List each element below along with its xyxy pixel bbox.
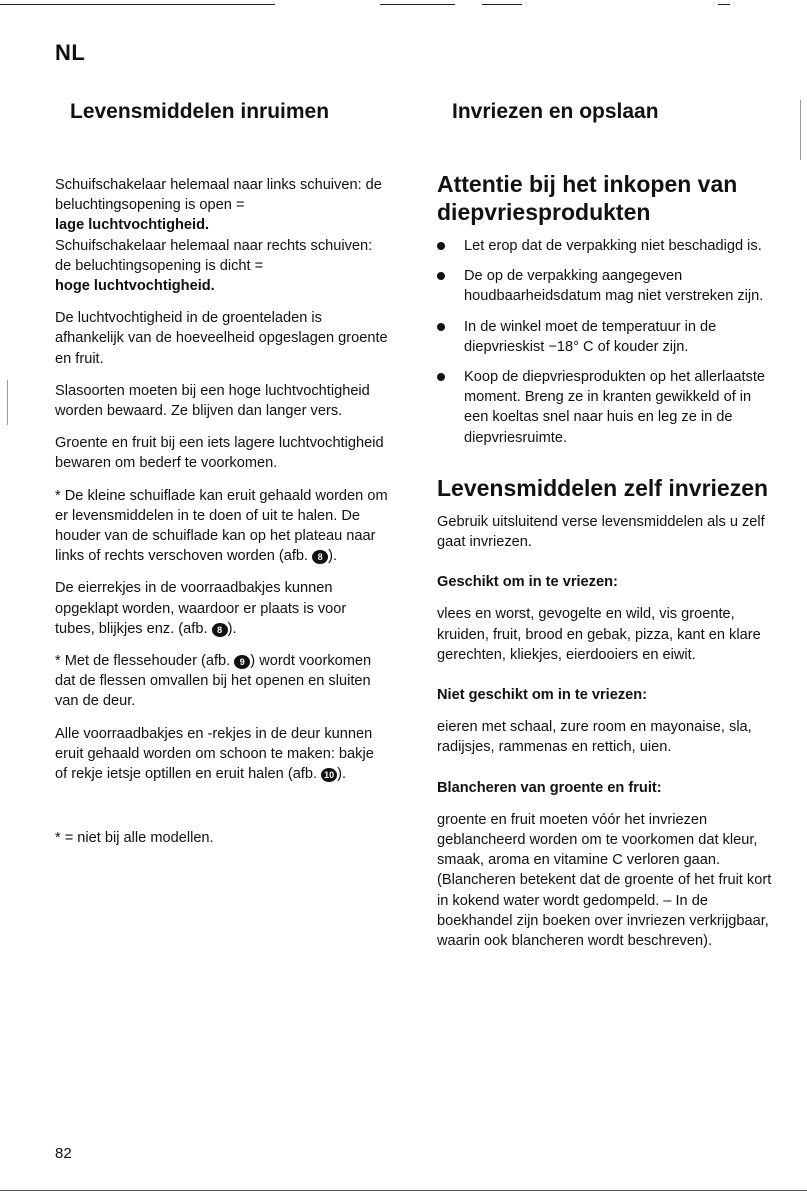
- paragraph-text: ).: [227, 620, 237, 637]
- paragraph: groente en fruit moeten vóór het invriezen geblancheerd worden om te voorkomen dat kleur, smaak, aroma en vitamine C verloren gaan.: [437, 811, 758, 869]
- emphasis-text: hoge luchtvochtigheid.: [55, 278, 215, 295]
- list-item-text: Let erop dat de verpakking niet beschadigd is.: [464, 238, 762, 254]
- right-column: [437, 170, 777, 951]
- figure-ref-badge: 10: [321, 768, 337, 782]
- paragraph-text: Schuifschakelaar helemaal naar rechts schuiven: de beluchtingsopening is dicht =: [55, 237, 373, 274]
- list-item-text: Koop de diepvriesprodukten op het allerlaatste moment. Breng ze in kranten gewikkeld of in een koeltas snel naar huis en leg ze in de diepvriesruimte.: [464, 369, 765, 446]
- footnote: * = niet bij alle modellen.: [55, 830, 214, 847]
- top-rule: [718, 4, 730, 5]
- paragraph: Slasoorten moeten bij een hoge luchtvochtigheid worden bewaard. Ze blijven dan langer vers.: [55, 382, 370, 420]
- paragraph: De luchtvochtigheid in de groenteladen is afhankelijk van de hoeveelheid opgeslagen groente en fruit.: [55, 310, 388, 367]
- paragraph: (Blancheren betekent dat de groente of het fruit kort in kokend water wordt gedompeld. – In de boekhandel zijn boeken over invriezen verkrijgbaar, waarin ook blancheren wordt beschreven).: [437, 872, 772, 950]
- paragraph-text: ).: [328, 548, 338, 565]
- paragraph: vlees en worst, gevogelte en wild, vis groente, kruiden, fruit, brood en gebak, pizza, kant en klare gerechten, kliekjes, eierdooiers en eiwit.: [437, 606, 761, 663]
- page-number: 82: [55, 1145, 72, 1162]
- list-item-text: In de winkel moet de temperatuur in de diepvrieskist −18° C of kouder zijn.: [464, 318, 717, 355]
- left-column: [55, 175, 390, 860]
- bullet-icon: [437, 323, 445, 331]
- top-rule: [0, 4, 275, 5]
- paragraph: Groente en fruit bij een iets lagere luchtvochtigheid bewaren om bederf te voorkomen.: [55, 435, 384, 472]
- paragraph-text: ) wordt voorkomen dat de flessen omvallen bij het openen en sluiten van de deur.: [55, 653, 372, 710]
- subheading: Niet geschikt om in te vriezen:: [437, 687, 648, 704]
- figure-ref-badge: 8: [312, 550, 328, 564]
- paragraph-text: * De kleine schuiflade kan eruit gehaald worden om er levensmiddelen in te doen of uit te halen. De houder van de schuiflade kan op het plateau naar links of rechts verschoven worden (afb.: [55, 487, 388, 565]
- list-item-text: De op de verpakking aangegeven houdbaarheidsdatum mag niet verstreken zijn.: [464, 268, 764, 305]
- paragraph: Gebruik uitsluitend verse levensmiddelen als u zelf gaat invriezen.: [437, 513, 765, 551]
- subheading: Geschikt om in te vriezen:: [437, 574, 618, 591]
- section-title-right: Invriezen en opslaan: [452, 100, 659, 123]
- section-title-left: Levensmiddelen inruimen: [70, 100, 330, 123]
- paragraph-text: * Met de flessehouder (afb.: [55, 653, 231, 670]
- heading-shopping: Attentie bij het inkopen van diepvriesprodukten: [437, 171, 738, 225]
- paragraph-text: ).: [337, 766, 347, 783]
- bullet-list: [437, 236, 777, 448]
- bullet-icon: [437, 242, 445, 250]
- bullet-icon: [437, 272, 445, 280]
- top-rule: [482, 4, 522, 5]
- heading-freezing: Levensmiddelen zelf invriezen: [437, 474, 769, 501]
- figure-ref-badge: 8: [212, 623, 228, 637]
- list-item: [437, 266, 777, 306]
- bullet-icon: [437, 373, 445, 381]
- scan-mark: [7, 380, 8, 425]
- subheading: Blancheren van groente en fruit:: [437, 779, 662, 796]
- top-rule: [380, 4, 455, 5]
- paragraph-text: De eierrekjes in de voorraadbakjes kunnen opgeklapt worden, waardoor er plaats is voor tubes, blijkjes enz. (afb.: [55, 580, 347, 637]
- figure-ref-badge: 9: [234, 655, 250, 669]
- language-label: NL: [55, 40, 86, 65]
- list-item: [437, 367, 777, 448]
- paragraph-text: Alle voorraadbakjes en -rekjes in de deur kunnen eruit gehaald worden om schoon te maken: bakje of rekje ietsje optillen en eruit halen (afb.: [55, 725, 374, 783]
- paragraph: eieren met schaal, zure room en mayonaise, sla, radijsjes, rammenas en rettich, uien.: [437, 719, 752, 756]
- scan-mark: [800, 100, 801, 160]
- list-item: [437, 317, 777, 357]
- paragraph-text: Schuifschakelaar helemaal naar links schuiven: de beluchtingsopening is open =: [55, 177, 382, 214]
- bottom-rule: [0, 1190, 807, 1191]
- emphasis-text: lage luchtvochtigheid.: [55, 217, 210, 234]
- list-item: [437, 236, 777, 256]
